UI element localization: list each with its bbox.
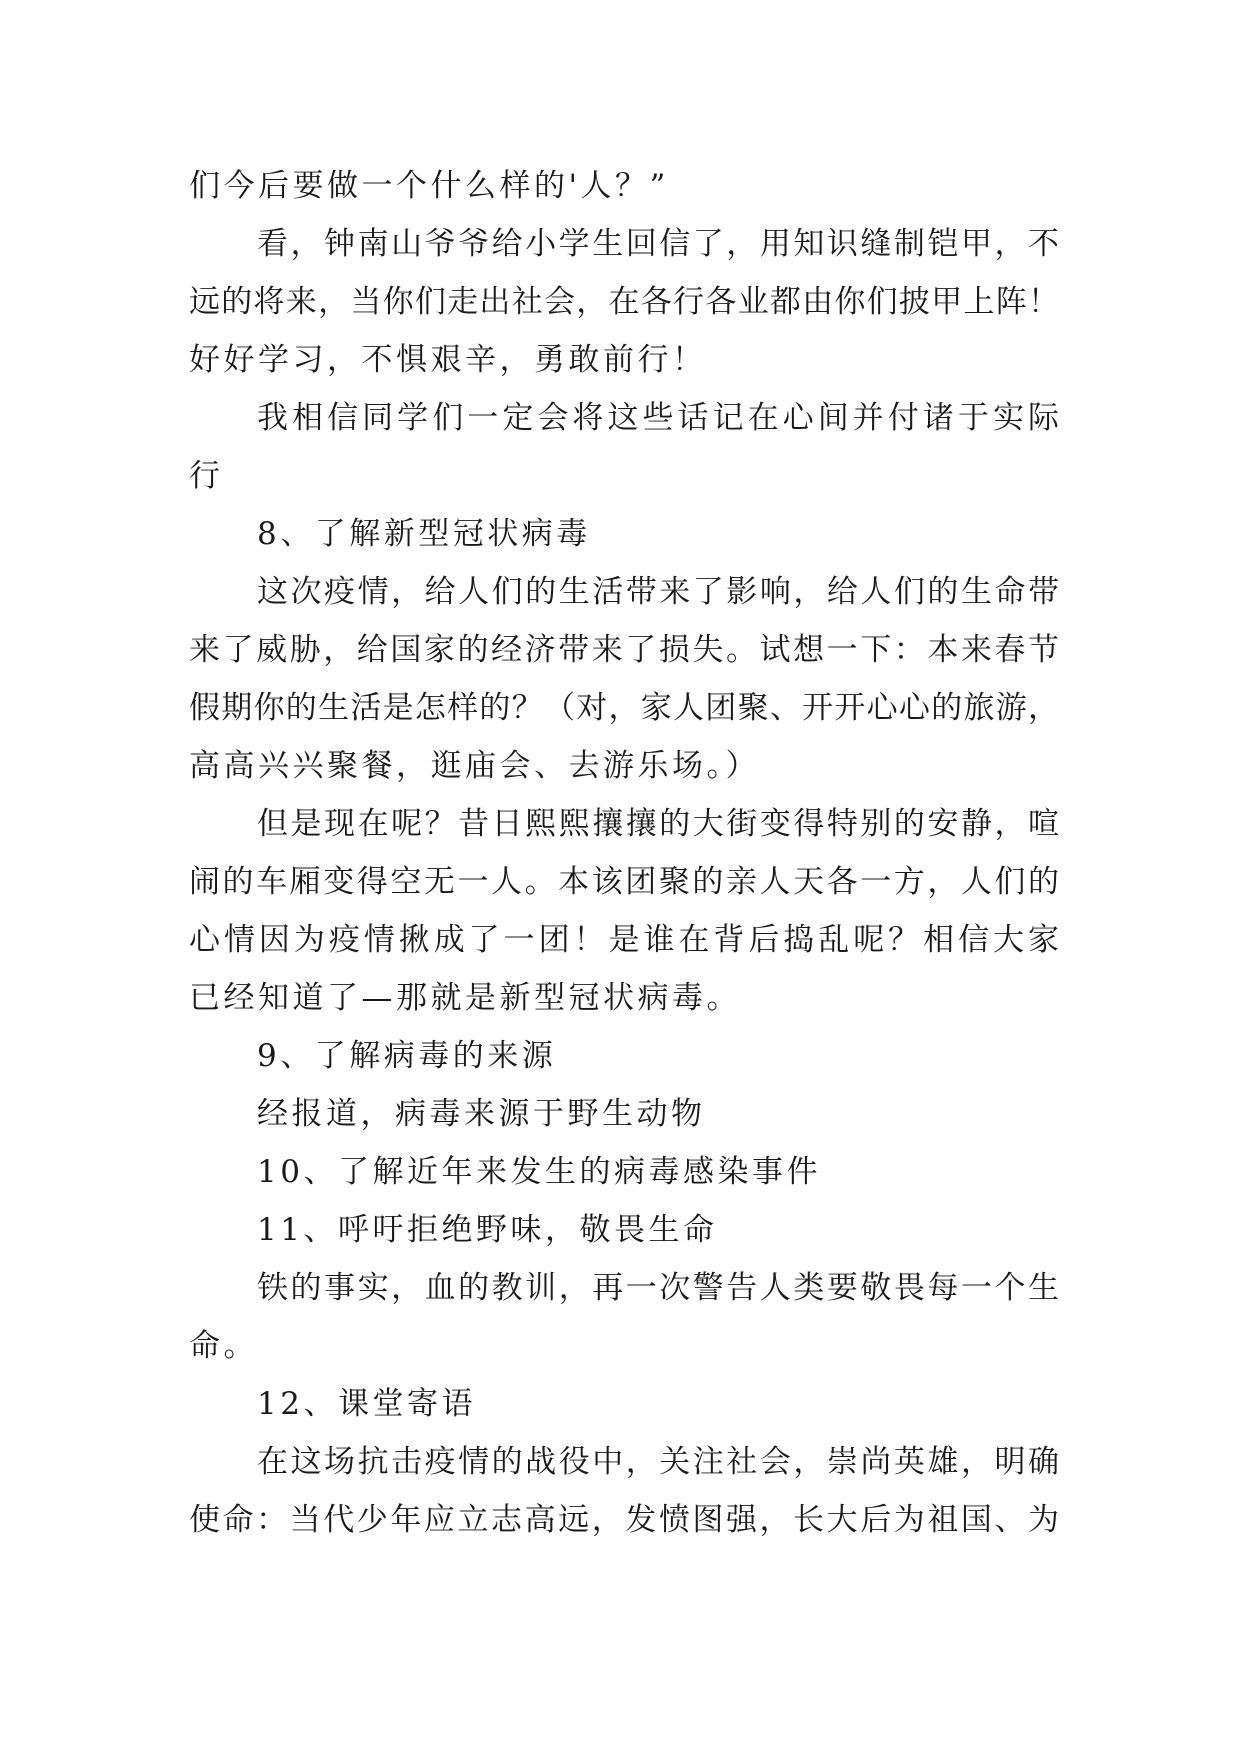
- section-heading: 12、课堂寄语: [257, 1386, 476, 1422]
- paragraph-line: 假期你的生活是怎样的？（对，家人团聚、开开心心的旅游，: [189, 690, 1059, 726]
- paragraph-line: 看，钟南山爷爷给小学生回信了，用知识缝制铠甲，不: [257, 226, 1059, 262]
- section-heading: 10、了解近年来发生的病毒感染事件: [257, 1154, 821, 1190]
- paragraph-line: 闹的车厢变得空无一人。本该团聚的亲人天各一方，人们的: [189, 864, 1059, 900]
- section-heading: 11、呼吁拒绝野味，敬畏生命: [257, 1212, 718, 1248]
- paragraph-line: 远的将来，当你们走出社会，在各行各业都由你们披甲上阵！: [189, 284, 1059, 320]
- paragraph-line: 在这场抗击疫情的战役中，关注社会，崇尚英雄，明确: [257, 1444, 1059, 1480]
- paragraph-line: 心情因为疫情揪成了一团！是谁在背后捣乱呢？相信大家: [189, 922, 1059, 958]
- paragraph-line: 使命：当代少年应立志高远，发愤图强，长大后为祖国、为: [189, 1502, 1059, 1538]
- paragraph-line: 这次疫情，给人们的生活带来了影响，给人们的生命带: [257, 574, 1059, 610]
- paragraph-line: 命。: [189, 1328, 258, 1364]
- paragraph-line: 高高兴兴聚餐，逛庙会、去游乐场。）: [189, 748, 760, 784]
- paragraph-line: 铁的事实，血的教训，再一次警告人类要敬畏每一个生: [257, 1270, 1059, 1306]
- section-heading: 9、了解病毒的来源: [257, 1038, 557, 1074]
- paragraph-line: 但是现在呢？昔日熙熙攘攘的大街变得特别的安静，喧: [257, 806, 1059, 842]
- section-heading: 8、了解新型冠状病毒: [257, 516, 591, 552]
- paragraph-line: 经报道，病毒来源于野生动物: [257, 1096, 706, 1132]
- paragraph-line: 好好学习，不惧艰辛，勇敢前行！: [189, 342, 707, 378]
- paragraph-line: 我相信同学们一定会将这些话记在心间并付诸于实际: [257, 400, 1059, 436]
- paragraph-line: 们今后要做一个什么样的'人？”: [189, 168, 669, 204]
- paragraph-line: 已经知道了—那就是新型冠状病毒。: [189, 980, 741, 1016]
- paragraph-line: 来了威胁，给国家的经济带来了损失。试想一下：本来春节: [189, 632, 1059, 668]
- paragraph-line: 行: [189, 458, 224, 494]
